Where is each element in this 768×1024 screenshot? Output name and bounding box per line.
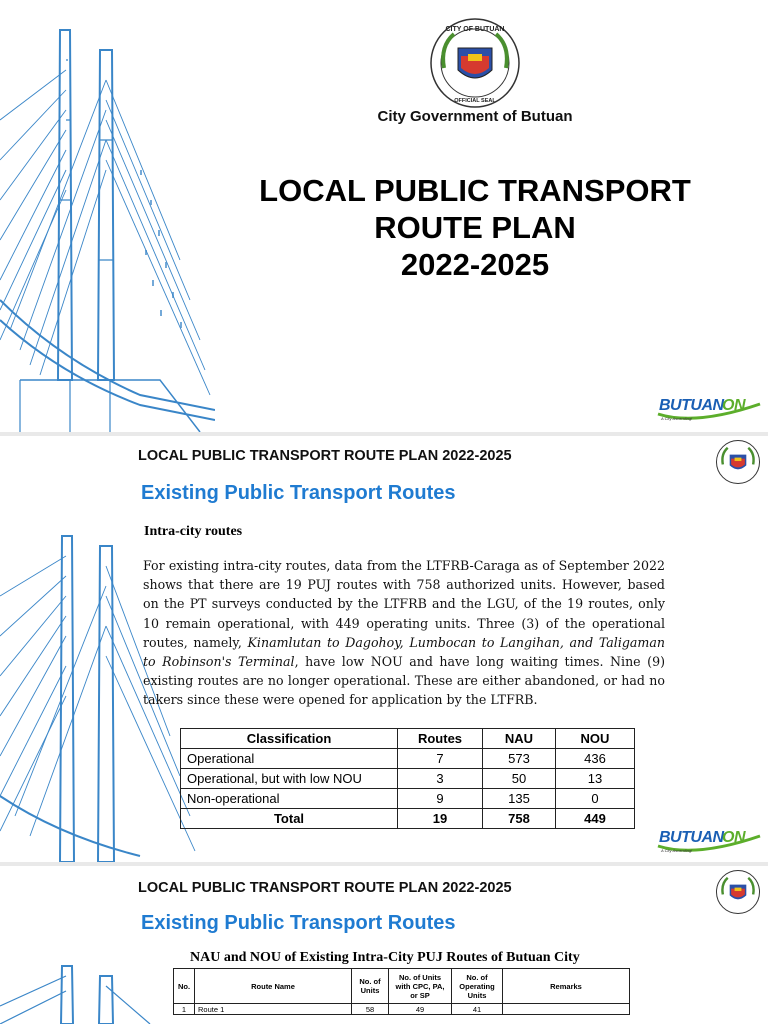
table-cell: 3 [398, 769, 483, 789]
table-row [181, 749, 635, 769]
table-cell: 573 [483, 749, 556, 769]
city-seal-logo [716, 440, 760, 484]
butuan-on-logo [656, 824, 764, 862]
svg-text:BUTUAN: BUTUAN [659, 829, 724, 846]
svg-text:OFFICIAL SEAL: OFFICIAL SEAL [454, 98, 496, 104]
table-cell: 9 [398, 789, 483, 809]
column-header: Remarks [503, 969, 630, 1004]
svg-text:ON: ON [722, 829, 745, 846]
intro-paragraph [143, 556, 665, 710]
title-line-1: LOCAL PUBLIC TRANSPORT [259, 173, 691, 208]
page-title [225, 172, 725, 283]
subsection-heading: Intra-city routes [144, 524, 243, 539]
table-caption: NAU and NOU of Existing Intra-City PUJ Routes of Butuan City [190, 950, 580, 965]
section-title: Existing Public Transport Routes [141, 482, 456, 504]
table-header-row [181, 729, 635, 749]
column-header: No. of Units with CPC, PA, or SP [389, 969, 452, 1004]
table-cell: 0 [556, 789, 635, 809]
column-header: Classification [181, 729, 398, 749]
table-cell: Operational, but with low NOU [181, 769, 398, 789]
table-cell: 449 [556, 809, 635, 829]
svg-text:CITY OF BUTUAN: CITY OF BUTUAN [445, 26, 505, 33]
column-header: Routes [398, 729, 483, 749]
table-cell: Total [181, 809, 398, 829]
city-seal-logo [716, 870, 760, 914]
paragraph-routes-italic: Kinamlutan to Dagohoy, Lumbocan to Langihan, and Taligaman to Robinson's Terminal [143, 634, 665, 670]
svg-text:ON: ON [722, 397, 745, 414]
column-header: Route Name [195, 969, 352, 1004]
paragraph-text-2: , have low NOU and have long waiting times. Nine (9) existing routes are no longer operational. These are either abandoned, or had no takers since these were opened for application by the LTFRB. [143, 654, 665, 708]
table-cell: Route 1 [195, 1004, 352, 1015]
table-total-row [181, 809, 635, 829]
city-seal-logo [430, 18, 520, 108]
title-line-3: 2022-2025 [400, 247, 550, 282]
paragraph-text-1: For existing intra-city routes, data from the LTFRB-Caraga as of September 2022 shows that there are 19 PUJ routes with 758 authorized units. However, based on the PT surveys conducted by the LTFRB and the LGU, of the 19 routes, only 10 remain operational, with 449 operating units. Three (3) of the operational routes, namely, [143, 558, 665, 650]
column-header: No. [174, 969, 195, 1004]
routes-summary-table [180, 728, 635, 829]
slide-header: LOCAL PUBLIC TRANSPORT ROUTE PLAN 2022-2025 [138, 448, 512, 464]
table-cell: 50 [483, 769, 556, 789]
table-row [174, 1004, 630, 1015]
section-title: Existing Public Transport Routes [141, 912, 456, 934]
svg-text:BUTUAN: BUTUAN [659, 397, 724, 414]
table-cell: 58 [352, 1004, 389, 1015]
svg-text:A City Ascending!: A City Ascending! [661, 416, 693, 421]
table-cell: Operational [181, 749, 398, 769]
table-header-row [174, 969, 630, 1004]
table-cell: 1 [174, 1004, 195, 1015]
government-name: City Government of Butuan [377, 108, 573, 125]
table-row [181, 769, 635, 789]
column-header: No. of Units [352, 969, 389, 1004]
table-cell: 758 [483, 809, 556, 829]
table-cell: 49 [389, 1004, 452, 1015]
routes-detail-slide [0, 866, 768, 1024]
table-cell: 135 [483, 789, 556, 809]
table-cell: 19 [398, 809, 483, 829]
table-cell: Non-operational [181, 789, 398, 809]
table-cell: 436 [556, 749, 635, 769]
slide-header: LOCAL PUBLIC TRANSPORT ROUTE PLAN 2022-2025 [138, 880, 512, 896]
routes-slide [0, 436, 768, 862]
table-cell: 7 [398, 749, 483, 769]
table-cell: 41 [452, 1004, 503, 1015]
title-slide [0, 0, 768, 432]
butuan-on-logo [656, 392, 764, 431]
column-header: NOU [556, 729, 635, 749]
table-cell: 13 [556, 769, 635, 789]
title-line-2: ROUTE PLAN [374, 210, 576, 245]
column-header: NAU [483, 729, 556, 749]
table-row [181, 789, 635, 809]
bridge-illustration [0, 0, 215, 432]
svg-text:A City Ascending!: A City Ascending! [661, 848, 693, 853]
routes-detail-table [173, 968, 630, 1015]
column-header: No. of Operating Units [452, 969, 503, 1004]
table-cell [503, 1004, 630, 1015]
